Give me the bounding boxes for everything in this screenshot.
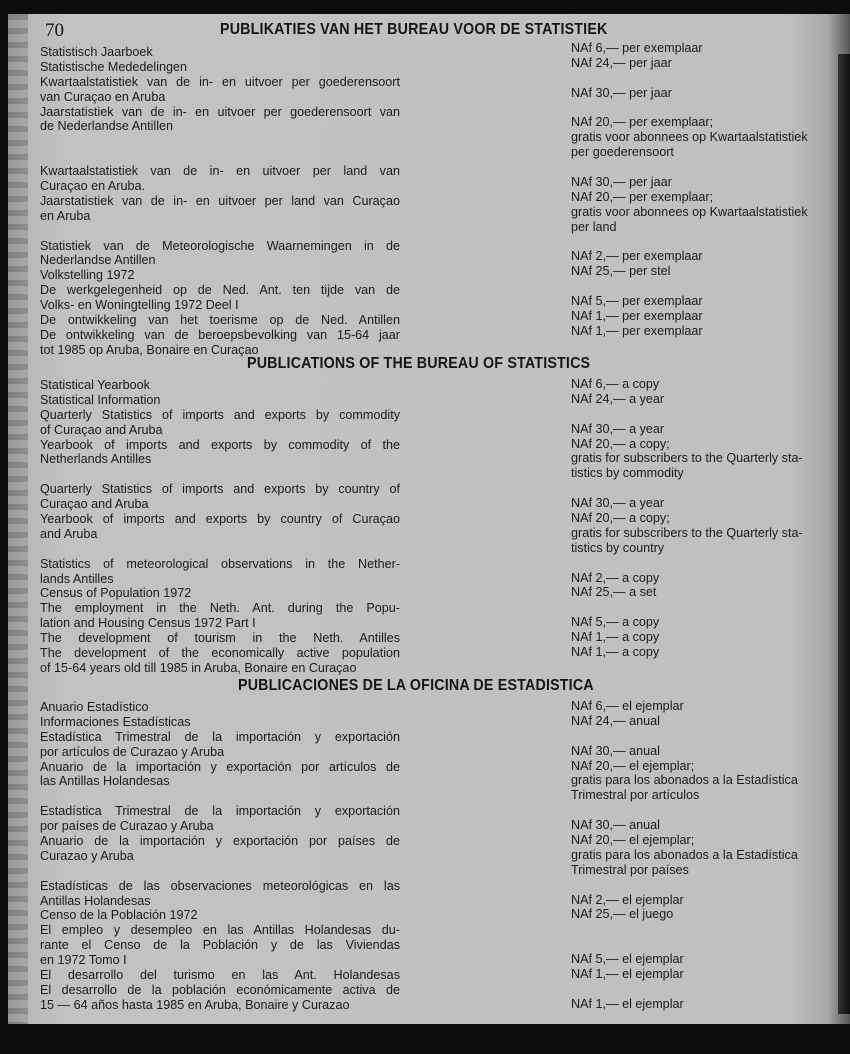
blank-line	[571, 101, 850, 116]
blank-line	[40, 864, 400, 879]
price-line: gratis para los abonados a la Estadística	[571, 847, 798, 862]
publication-line: of 15-64 years old till 1985 in Aruba, Bonaire en Curaçao	[40, 660, 357, 675]
price-line: Trimestral por países	[571, 862, 689, 877]
publication-line: Quarterly Statistics of imports and exports by commodity	[40, 407, 400, 422]
publication-line: Estadística Trimestral de la importación y exportación	[40, 729, 400, 744]
publication-line: El desarrollo del turismo en las Ant. Holandesas	[40, 968, 400, 983]
publication-line: Volkstelling 1972	[40, 268, 135, 283]
publication-line: en Aruba	[40, 208, 91, 223]
section-title-dutch: PUBLIKATIES VAN HET BUREAU VOOR DE STATISTIEK	[220, 21, 608, 38]
blank-line	[40, 467, 400, 482]
blank-line	[571, 982, 850, 997]
publication-line: Estadísticas de las observaciones meteorológicas en las	[40, 878, 400, 893]
publication-line: Estadística Trimestral de la importación y exportación	[40, 804, 400, 819]
publication-line: en 1972 Tomo I	[40, 953, 127, 968]
blank-line	[571, 279, 850, 294]
publication-line: Curaçao en Aruba.	[40, 179, 146, 194]
price-line: NAf 2,— el ejemplar	[571, 892, 684, 907]
publication-line: Kwartaalstatistiek van de in- en uitvoer per goederensoort	[40, 74, 400, 89]
section-title-english: PUBLICATIONS OF THE BUREAU OF STATISTICS	[247, 355, 591, 372]
publication-line: Anuario Estadístico	[40, 700, 149, 714]
blank-line	[571, 937, 850, 952]
publication-list-english	[40, 378, 400, 676]
price-line: NAf 2,— a copy	[571, 570, 660, 585]
price-line: gratis for subscribers to the Quarterly sta-	[571, 525, 803, 540]
price-line: NAf 5,— per exemplaar	[571, 294, 703, 309]
price-line: NAf 25,— a set	[571, 585, 657, 600]
publication-line: De ontwikkeling van de beroepsbevolking van 15-64 jaar	[40, 327, 400, 342]
publication-line: las Antillas Holandesas	[40, 774, 170, 789]
publication-line: de Nederlandse Antillen	[40, 119, 174, 134]
blank-line	[571, 803, 850, 818]
blank-line	[571, 922, 850, 937]
price-line: NAf 6,— el ejemplar	[571, 699, 684, 713]
price-line: NAf 1,— el ejemplar	[571, 996, 684, 1011]
publication-line: Statistics of meteorological observations in the Nether-	[40, 556, 400, 571]
scanned-page	[8, 14, 850, 1024]
publication-line: Kwartaalstatistiek van de in- en uitvoer per land van	[40, 164, 400, 179]
price-list-spanish	[571, 699, 850, 1012]
blank-line	[40, 789, 400, 804]
price-line: NAf 20,— a copy;	[571, 511, 670, 526]
publication-line: Statistiek van de Meteorologische Waarnemingen in de	[40, 238, 400, 253]
blank-line	[571, 556, 850, 571]
publication-line: Informaciones Estadísticas	[40, 714, 191, 729]
publication-line: De ontwikkeling van het toerisme op de Ned. Antillen	[40, 313, 400, 328]
publication-line: Curaçao and Aruba	[40, 497, 149, 512]
price-line: NAf 24,— anual	[571, 713, 660, 728]
price-line: NAf 24,— per jaar	[571, 55, 672, 70]
price-line: tistics by country	[571, 540, 665, 555]
publication-line: lation and Housing Census 1972 Part I	[40, 616, 256, 631]
price-line: gratis for subscribers to the Quarterly sta-	[571, 451, 803, 466]
price-line: NAf 1,— per exemplaar	[571, 323, 703, 338]
publication-line: lands Antilles	[40, 571, 114, 586]
publication-line: Netherlands Antilles	[40, 452, 152, 467]
publication-line: Quarterly Statistics of imports and exports by country of	[40, 482, 400, 497]
publication-line: Statistical Information	[40, 392, 161, 407]
publication-line: of Curaçao and Aruba	[40, 422, 163, 437]
publication-line: Anuario de la importación y exportación por artículos de	[40, 759, 400, 774]
price-line: NAf 20,— per exemplaar;	[571, 115, 714, 130]
price-list-english	[571, 377, 850, 660]
publication-line: El empleo y desempleo en las Antillas Holandesas du-	[40, 923, 400, 938]
publication-line: por artículos de Curazao y Aruba	[40, 744, 225, 759]
blank-line	[40, 542, 400, 557]
price-line: NAf 30,— a year	[571, 421, 665, 436]
publication-list-dutch	[40, 45, 400, 358]
price-line: NAf 1,— a copy	[571, 630, 660, 645]
publication-line: Statistisch Jaarboek	[40, 45, 153, 59]
publication-line: and Aruba	[40, 526, 98, 541]
price-line: NAf 2,— per exemplaar	[571, 249, 703, 264]
publication-line: De werkgelegenheid op de Ned. Ant. ten tijde van de	[40, 283, 400, 298]
blank-line	[40, 149, 400, 164]
price-line: NAf 24,— a year	[571, 391, 665, 406]
price-line: NAf 30,— anual	[571, 818, 660, 833]
blank-line	[571, 407, 850, 422]
price-line: NAf 20,— per exemplaar;	[571, 189, 714, 204]
blank-line	[571, 600, 850, 615]
publication-line: tot 1985 op Aruba, Bonaire en Curaçao	[40, 342, 259, 357]
publication-line: Nederlandse Antillen	[40, 253, 156, 268]
price-line: NAf 30,— per jaar	[571, 85, 672, 100]
publication-line: Yearbook of imports and exports by commodity of the	[40, 437, 400, 452]
publication-line: Census of Population 1972	[40, 586, 192, 601]
blank-line	[571, 160, 850, 175]
price-line: Trimestral por artículos	[571, 788, 700, 803]
price-line: NAf 30,— a year	[571, 496, 665, 511]
publication-line: Statistische Mededelingen	[40, 59, 188, 74]
price-line: NAf 30,— per jaar	[571, 175, 672, 190]
blank-line	[40, 134, 400, 149]
price-line: NAf 25,— per stel	[571, 264, 671, 279]
publication-line: Curazao y Aruba	[40, 848, 134, 863]
blank-line	[571, 878, 850, 893]
price-line: per goederensoort	[571, 145, 674, 160]
publication-line: Volks- en Woningtelling 1972 Deel I	[40, 298, 239, 313]
price-line: gratis para los abonados a la Estadística	[571, 773, 798, 788]
blank-line	[571, 481, 850, 496]
publication-line: van Curaçao en Aruba	[40, 89, 166, 104]
publication-line: Censo de la Población 1972	[40, 908, 198, 923]
section-title-spanish: PUBLICACIONES DE LA OFICINA DE ESTADISTICA	[238, 677, 594, 694]
publication-line: The development of the economically active population	[40, 646, 400, 661]
blank-line	[40, 224, 400, 239]
publication-line: Anuario de la importación y exportación por países de	[40, 834, 400, 849]
blank-line	[571, 235, 850, 250]
publication-line: Yearbook of imports and exports by country of Curaçao	[40, 512, 400, 527]
price-line: gratis voor abonnees op Kwartaalstatistiek	[571, 204, 808, 219]
price-line: per land	[571, 219, 617, 234]
publication-list-spanish	[40, 700, 400, 1013]
price-line: NAf 25,— el juego	[571, 907, 674, 922]
publication-line: Jaarstatistiek van de in- en uitvoer per goederensoort van	[40, 104, 400, 119]
page-number: 70	[45, 20, 64, 41]
publication-line: rante el Censo de la Población y de las Viviendas	[40, 938, 400, 953]
book-spine-shadow	[8, 14, 28, 1024]
price-line: NAf 20,— a copy;	[571, 436, 670, 451]
publication-line: Antillas Holandesas	[40, 893, 151, 908]
price-list-dutch	[571, 41, 850, 339]
price-line: gratis voor abonnees op Kwartaalstatistiek	[571, 130, 808, 145]
price-line: NAf 5,— a copy	[571, 615, 660, 630]
publication-line: Statistical Yearbook	[40, 378, 150, 392]
price-line: tistics by commodity	[571, 466, 684, 481]
price-line: NAf 20,— el ejemplar;	[571, 758, 695, 773]
blank-line	[571, 71, 850, 86]
price-line: NAf 1,— per exemplaar	[571, 309, 703, 324]
price-line: NAf 5,— el ejemplar	[571, 952, 684, 967]
publication-line: por países de Curazao y Aruba	[40, 819, 214, 834]
publication-line: El desarrollo de la población económicamente activa de	[40, 982, 400, 997]
price-line: NAf 6,— a copy	[571, 377, 660, 391]
price-line: NAf 20,— el ejemplar;	[571, 833, 695, 848]
price-line: NAf 1,— a copy	[571, 645, 660, 660]
publication-line: 15 — 64 años hasta 1985 en Aruba, Bonaire y Curazao	[40, 997, 350, 1012]
blank-line	[571, 729, 850, 744]
publication-line: Jaarstatistiek van de in- en uitvoer per land van Curaçao	[40, 193, 400, 208]
publication-line: The employment in the Neth. Ant. during the Popu-	[40, 601, 400, 616]
price-line: NAf 6,— per exemplaar	[571, 41, 703, 55]
price-line: NAf 1,— el ejemplar	[571, 967, 684, 982]
publication-line: The development of tourism in the Neth. Antilles	[40, 631, 400, 646]
price-line: NAf 30,— anual	[571, 743, 660, 758]
